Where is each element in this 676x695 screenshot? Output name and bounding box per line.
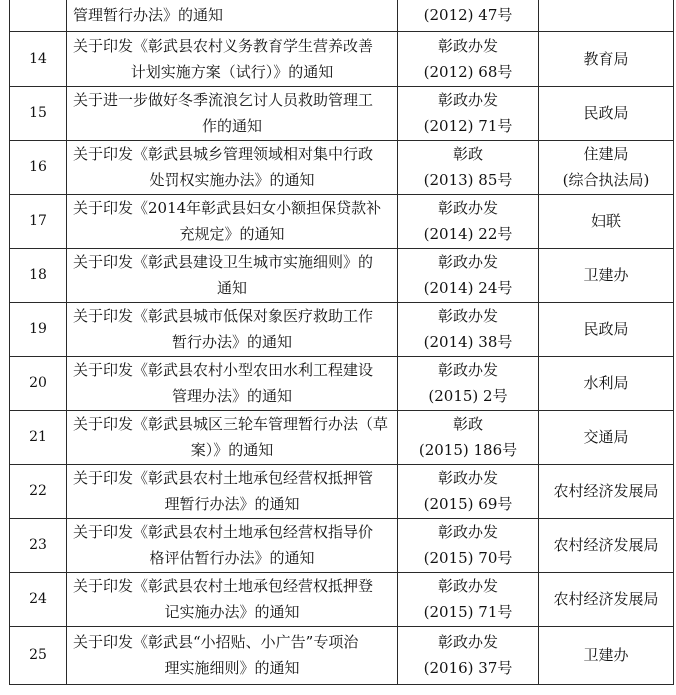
row-number: 21 [10, 410, 67, 464]
row-number: 18 [10, 248, 67, 302]
department: 农村经济发展局 [539, 464, 674, 518]
row-number: 16 [10, 140, 67, 194]
document-title: 管理暂行办法》的通知 [67, 0, 398, 31]
document-number: 彰政办发 (2012) 71号 [398, 86, 539, 140]
table-row [10, 572, 674, 626]
table-row [10, 464, 674, 518]
row-number [10, 0, 67, 31]
department: 交通局 [539, 410, 674, 464]
department: 农村经济发展局 [539, 518, 674, 572]
document-number: 彰政办发 (2014) 24号 [398, 248, 539, 302]
document-title: 关于印发《彰武县城区三轮车管理暂行办法（草 案）》的通知 [67, 410, 398, 464]
row-number: 23 [10, 518, 67, 572]
table-row [10, 140, 674, 194]
department: 农村经济发展局 [539, 572, 674, 626]
document-title: 关于印发《彰武县农村土地承包经营权抵押登 记实施办法》的通知 [67, 572, 398, 626]
document-number: 彰政办发 (2016) 37号 [398, 626, 539, 684]
table-row [10, 248, 674, 302]
row-number: 15 [10, 86, 67, 140]
table-row [10, 356, 674, 410]
document-title: 关于印发《彰武县农村土地承包经营权指导价 格评估暂行办法》的通知 [67, 518, 398, 572]
table-row [10, 518, 674, 572]
document-title: 关于进一步做好冬季流浪乞讨人员救助管理工 作的通知 [67, 86, 398, 140]
row-number: 19 [10, 302, 67, 356]
row-number: 24 [10, 572, 67, 626]
department: 民政局 [539, 86, 674, 140]
document-title: 关于印发《彰武县城市低保对象医疗救助工作 暂行办法》的通知 [67, 302, 398, 356]
table-row [10, 194, 674, 248]
document-number: 彰政办发 (2012) 68号 [398, 31, 539, 86]
table-row [10, 0, 674, 31]
document-title: 关于印发《彰武县城乡管理领域相对集中行政 处罚权实施办法》的通知 [67, 140, 398, 194]
document-number: 彰政办发 (2015) 69号 [398, 464, 539, 518]
row-number: 17 [10, 194, 67, 248]
table-row [10, 302, 674, 356]
table-row [10, 31, 674, 86]
document-title: 关于印发《彰武县农村义务教育学生营养改善 计划实施方案（试行）》的通知 [67, 31, 398, 86]
department: 住建局 (综合执法局) [539, 140, 674, 194]
row-number: 14 [10, 31, 67, 86]
table-row [10, 410, 674, 464]
department: 卫建办 [539, 248, 674, 302]
document-number: 彰政办发 (2015) 70号 [398, 518, 539, 572]
document-title: 关于印发《彰武县“小招贴、小广告”专项治 理实施细则》的通知 [67, 626, 398, 684]
department: 水利局 [539, 356, 674, 410]
document-number: 彰政 (2015) 186号 [398, 410, 539, 464]
document-number: 彰政办发 (2015) 71号 [398, 572, 539, 626]
row-number: 20 [10, 356, 67, 410]
department: 民政局 [539, 302, 674, 356]
document-title: 关于印发《彰武县农村小型农田水利工程建设 管理办法》的通知 [67, 356, 398, 410]
document-number: 彰政 (2013) 85号 [398, 140, 539, 194]
document-number: 彰政办发 (2015) 2号 [398, 356, 539, 410]
policy-document-table [9, 0, 674, 685]
department: 妇联 [539, 194, 674, 248]
document-number: 彰政办发 (2014) 38号 [398, 302, 539, 356]
table-row [10, 86, 674, 140]
document-title: 关于印发《彰武县农村土地承包经营权抵押管 理暂行办法》的通知 [67, 464, 398, 518]
row-number: 22 [10, 464, 67, 518]
document-title: 关于印发《2014年彰武县妇女小额担保贷款补 充规定》的通知 [67, 194, 398, 248]
document-title: 关于印发《彰武县建设卫生城市实施细则》的 通知 [67, 248, 398, 302]
document-number: (2012) 47号 [398, 0, 539, 31]
row-number: 25 [10, 626, 67, 684]
department: 卫建办 [539, 626, 674, 684]
document-number: 彰政办发 (2014) 22号 [398, 194, 539, 248]
department [539, 0, 674, 31]
department: 教育局 [539, 31, 674, 86]
table-row [10, 626, 674, 684]
